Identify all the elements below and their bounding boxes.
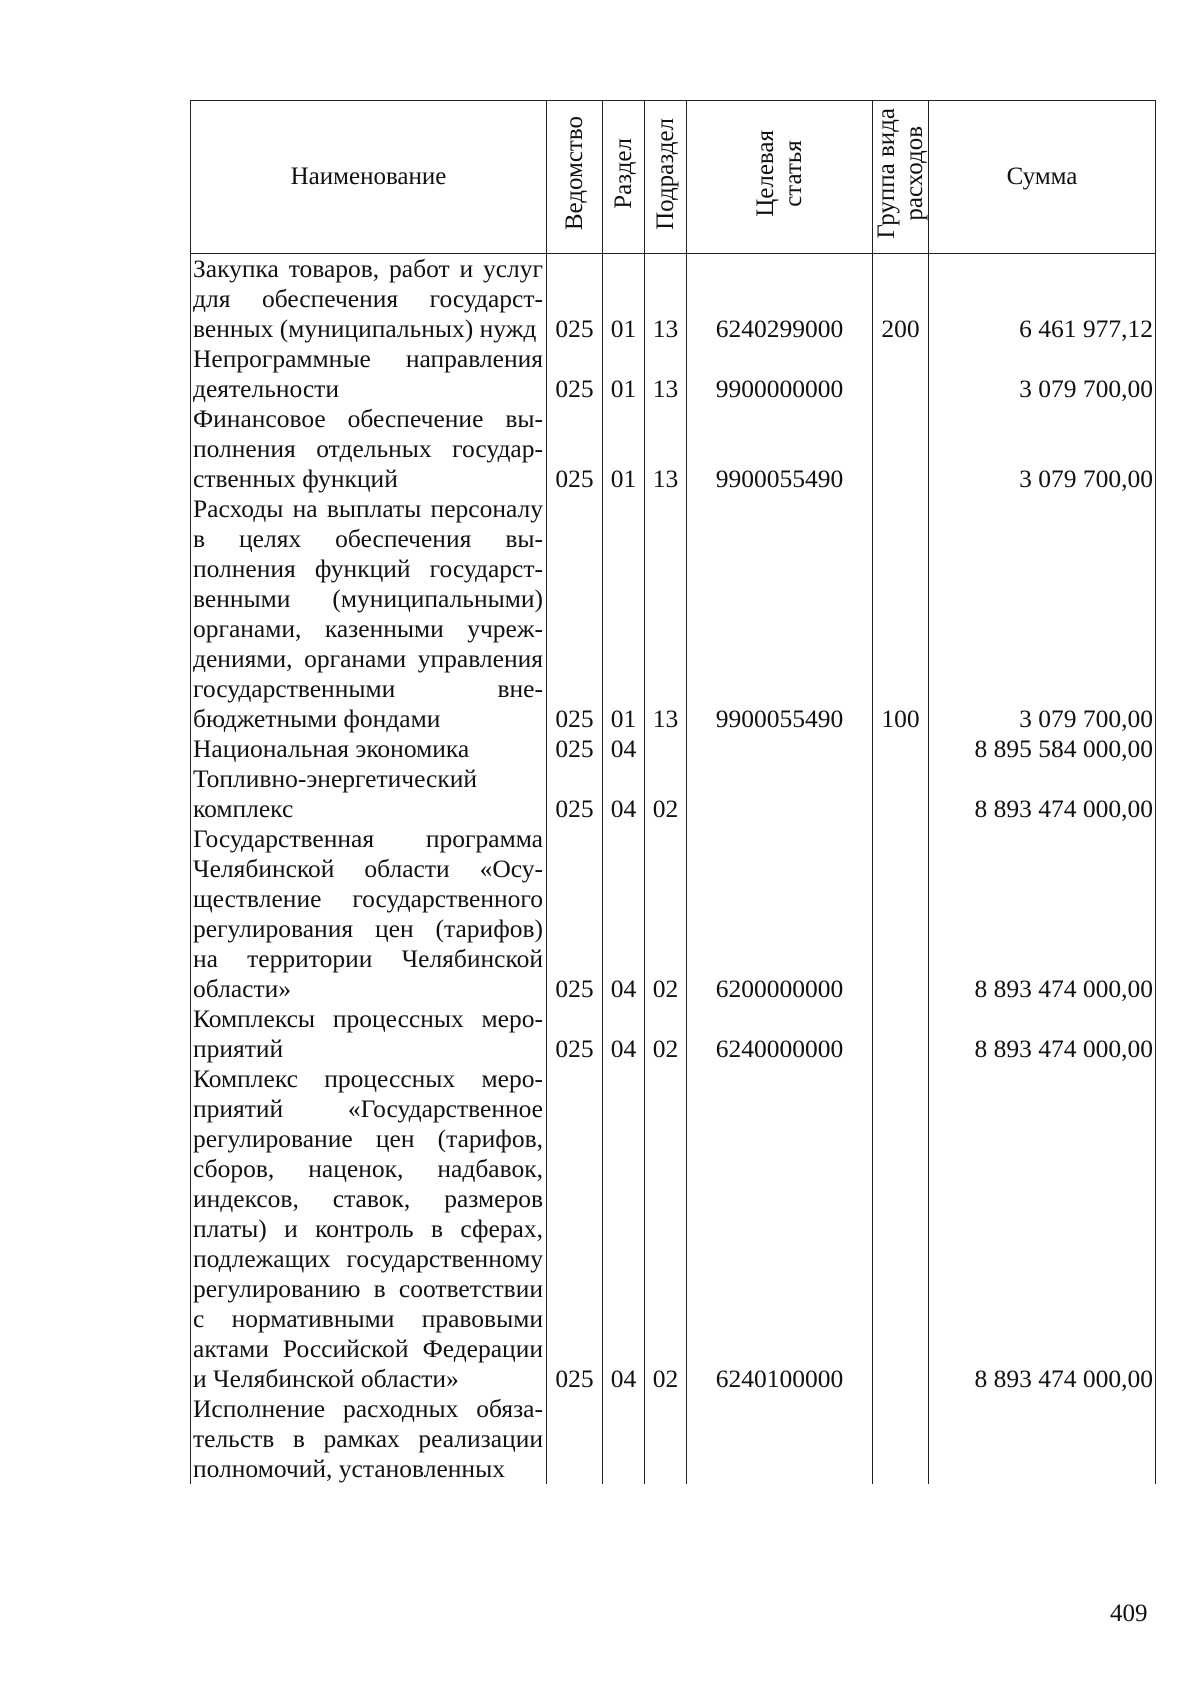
- header-subsection: Подраздел: [645, 101, 687, 254]
- row-department: 025: [547, 1004, 603, 1064]
- table-row: [191, 1004, 1156, 1064]
- table-row: [191, 1394, 1156, 1484]
- row-group: [873, 734, 929, 764]
- header-expense-group: Группа вида расходов: [873, 101, 929, 254]
- budget-table: [190, 100, 1156, 1484]
- row-sum: [929, 1394, 1156, 1484]
- header-target: Целевая статья: [687, 101, 873, 254]
- row-department: 025: [547, 824, 603, 1004]
- row-target: 9900055490: [687, 404, 873, 494]
- row-section: 01: [603, 494, 645, 734]
- row-subsection: 13: [645, 344, 687, 404]
- table-row: [191, 764, 1156, 824]
- row-subsection: 02: [645, 1004, 687, 1064]
- row-section: [603, 1394, 645, 1484]
- row-target: [687, 764, 873, 824]
- row-department: [547, 1394, 603, 1484]
- row-subsection: 02: [645, 1064, 687, 1394]
- row-section: 04: [603, 764, 645, 824]
- row-name: Расходы на выплаты персоналу в целях обеспечения выполнения функций государственными (муниципальными) органами, казенными учреждениями, органами управления государственными внебюджетными фондами: [191, 494, 547, 734]
- row-section: 01: [603, 404, 645, 494]
- row-section: 04: [603, 734, 645, 764]
- row-subsection: 13: [645, 404, 687, 494]
- row-sum: 3 079 700,00: [929, 404, 1156, 494]
- row-section: 01: [603, 254, 645, 345]
- table-header: [191, 101, 1156, 254]
- row-name: Непрограммные направления деятельности: [191, 344, 547, 404]
- row-name: Топливно-энергетический комплекс: [191, 764, 547, 824]
- table-row: [191, 824, 1156, 1004]
- row-name: Закупка товаров, работ и услуг для обеспечения государственных (муниципальных) нужд: [191, 254, 547, 345]
- row-name: Комплексы процессных мероприятий: [191, 1004, 547, 1064]
- row-group: 200: [873, 254, 929, 345]
- row-target: 9900055490: [687, 494, 873, 734]
- row-target: 6240000000: [687, 1004, 873, 1064]
- header-section: Раздел: [603, 101, 645, 254]
- row-group: [873, 824, 929, 1004]
- table-row: [191, 734, 1156, 764]
- row-subsection: 13: [645, 494, 687, 734]
- row-subsection: 13: [645, 254, 687, 345]
- row-name: Комплекс процессных мероприятий «Государственное регулирование цен (тарифов, сборов, наценок, надбавок, индексов, ставок, размеров платы) и контроль в сферах, подлежащих государственному регулированию в соответствии с нормативными правовыми актами Российской Федерации и Челябинской области»: [191, 1064, 547, 1394]
- row-name: Исполнение расходных обязательств в рамках реализации полномочий, установленных: [191, 1394, 547, 1484]
- row-department: 025: [547, 344, 603, 404]
- row-section: 04: [603, 1064, 645, 1394]
- header-sum: Сумма: [929, 101, 1156, 254]
- table-row: [191, 1064, 1156, 1394]
- row-target: 6240299000: [687, 254, 873, 345]
- row-subsection: [645, 1394, 687, 1484]
- row-name: Государственная программа Челябинской области «Осуществление государственного регулирования цен (тарифов) на территории Челябинской области»: [191, 824, 547, 1004]
- row-department: 025: [547, 764, 603, 824]
- row-sum: 3 079 700,00: [929, 494, 1156, 734]
- row-department: 025: [547, 734, 603, 764]
- header-department: Ведомство: [547, 101, 603, 254]
- row-target: 6200000000: [687, 824, 873, 1004]
- page-number: 409: [1110, 1600, 1148, 1627]
- row-target: [687, 1394, 873, 1484]
- row-sum: 3 079 700,00: [929, 344, 1156, 404]
- table-row: [191, 404, 1156, 494]
- row-sum: 8 893 474 000,00: [929, 1064, 1156, 1394]
- row-target: [687, 734, 873, 764]
- table-row: [191, 344, 1156, 404]
- row-group: [873, 764, 929, 824]
- row-sum: 6 461 977,12: [929, 254, 1156, 345]
- row-subsection: 02: [645, 764, 687, 824]
- row-group: [873, 1004, 929, 1064]
- row-sum: 8 895 584 000,00: [929, 734, 1156, 764]
- table-row: [191, 494, 1156, 734]
- row-sum: 8 893 474 000,00: [929, 824, 1156, 1004]
- row-group: [873, 404, 929, 494]
- row-name: Финансовое обеспечение выполнения отдельных государственных функций: [191, 404, 547, 494]
- row-department: 025: [547, 404, 603, 494]
- row-sum: 8 893 474 000,00: [929, 764, 1156, 824]
- row-department: 025: [547, 494, 603, 734]
- row-name: Национальная экономика: [191, 734, 547, 764]
- budget-document: [190, 100, 1155, 1560]
- row-department: 025: [547, 1064, 603, 1394]
- row-department: 025: [547, 254, 603, 345]
- row-group: 100: [873, 494, 929, 734]
- row-subsection: [645, 734, 687, 764]
- row-group: [873, 344, 929, 404]
- row-target: 9900000000: [687, 344, 873, 404]
- row-group: [873, 1394, 929, 1484]
- row-sum: 8 893 474 000,00: [929, 1004, 1156, 1064]
- row-group: [873, 1064, 929, 1394]
- table-body: [191, 254, 1156, 1485]
- table-row: [191, 254, 1156, 345]
- header-name: Наименование: [191, 101, 547, 254]
- row-section: 04: [603, 1004, 645, 1064]
- row-target: 6240100000: [687, 1064, 873, 1394]
- row-section: 01: [603, 344, 645, 404]
- row-section: 04: [603, 824, 645, 1004]
- row-subsection: 02: [645, 824, 687, 1004]
